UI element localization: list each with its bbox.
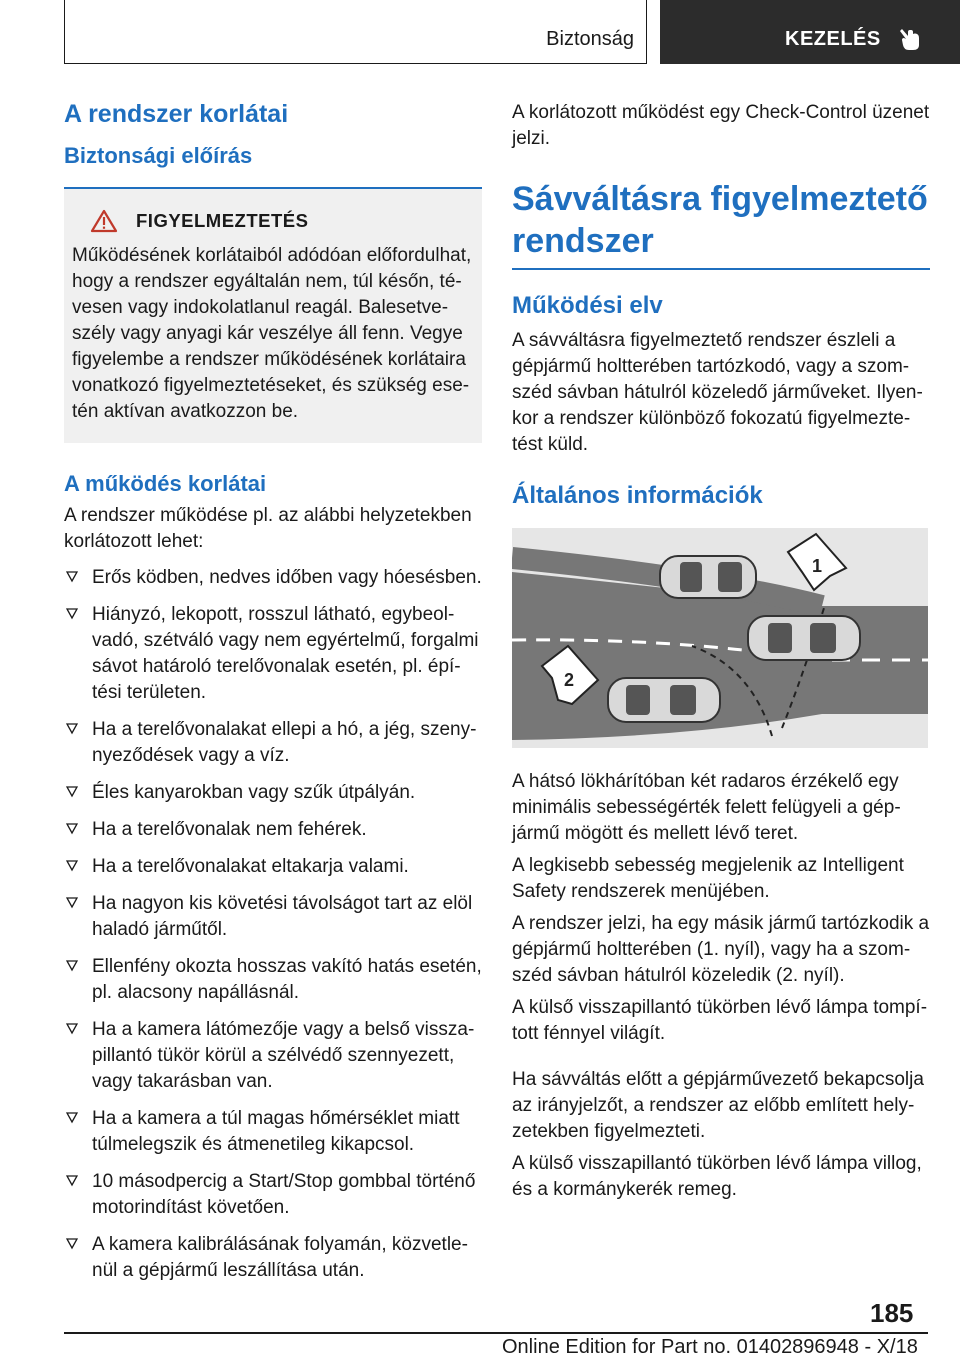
triangle-bullet-icon bbox=[66, 897, 78, 909]
footer-edition: Online Edition for Part no. 01402896948 - X/18 bbox=[502, 1336, 918, 1358]
list-item-text: Hiányzó, lekopott, rosszul látható, egybeolvadó, szétváló vagy nem egyértelmű, forgalmi sávot határoló terelővonalak esetén, pl. építési területen. bbox=[92, 604, 479, 703]
info-paragraph: A külső visszapillantó tükörben lévő lámpa villog, és a kormánykerék remeg. bbox=[512, 1153, 922, 1200]
triangle-bullet-icon bbox=[66, 1023, 78, 1035]
footer-rule bbox=[64, 1332, 928, 1334]
pointing-hand-icon bbox=[898, 26, 924, 52]
list-item bbox=[64, 817, 482, 843]
chapter-title: Sávváltásra figyelmeztető rendszer bbox=[512, 178, 930, 270]
section-heading: A rendszer korlátai bbox=[64, 100, 289, 128]
page-number: 185 bbox=[870, 1298, 914, 1328]
list-item bbox=[64, 717, 482, 769]
list-item-text: Ha a terelővonalak nem fehérek. bbox=[92, 819, 367, 840]
vehicle-top bbox=[660, 556, 756, 598]
list-item-text: Ha a terelővonalakat ellepi a hó, a jég, szenynyeződések vagy a víz. bbox=[92, 719, 477, 766]
left-column bbox=[64, 100, 482, 1295]
lane-change-diagram bbox=[512, 528, 928, 748]
triangle-bullet-icon bbox=[66, 823, 78, 835]
list-item bbox=[64, 954, 482, 1006]
list-item bbox=[64, 602, 482, 706]
list-item bbox=[64, 1232, 482, 1284]
limits-intro: A rendszer működése pl. az alábbi helyzetekben korlátozott lehet: bbox=[64, 505, 472, 552]
info-paragraph: A legkisebb sebesség megjelenik az Intelligent Safety rendszerek menüjében. bbox=[512, 855, 904, 902]
triangle-bullet-icon bbox=[66, 1175, 78, 1187]
header-chapter-label: KEZELÉS bbox=[785, 28, 881, 50]
arrow-1-label: 1 bbox=[812, 556, 823, 576]
list-item-text: Ha a terelővonalakat eltakarja valami. bbox=[92, 856, 409, 877]
info-paragraph: A külső visszapillantó tükörben lévő lámpa tompított fénnyel világít. bbox=[512, 997, 928, 1044]
list-item-text: Ha a kamera látómezője vagy a belső visszapillantó tükör körül a szélvédő szennyezett, vagy takarásban van. bbox=[92, 1019, 475, 1092]
list-item bbox=[64, 891, 482, 943]
general-info-heading: Általános információk bbox=[512, 482, 763, 509]
warning-title-text: FIGYELMEZTETÉS bbox=[136, 210, 309, 231]
info-paragraph: A hátsó lökhárítóban két radaros érzékelő egy minimális sebességérték felett felügyeli a gépjármű mögött és mellett lévő teret. bbox=[512, 771, 901, 844]
list-item bbox=[64, 1169, 482, 1221]
list-item bbox=[64, 565, 482, 591]
principle-text: A sávváltásra figyelmeztető rendszer észleli a gépjármű holtterében tartózkodó, vagy a szomszéd sávban hátulról közeledő járműveket. Ilyenkor a rendszer különböző fokozatú figyelmeztetést küld. bbox=[512, 330, 923, 455]
limits-heading: A működés korlátai bbox=[64, 471, 267, 496]
info-paragraph: A rendszer jelzi, ha egy másik jármű tartózkodik a gépjármű holtterében (1. nyíl), vagy ha a szomszéd sávban hátulról közeledik (2. nyíl). bbox=[512, 913, 930, 986]
list-item bbox=[64, 854, 482, 880]
warning-triangle-icon bbox=[90, 209, 118, 233]
triangle-bullet-icon bbox=[66, 608, 78, 620]
list-item-text: Ha nagyon kis követési távolságot tart az elöl haladó járműtől. bbox=[92, 893, 473, 940]
arrow-2-label: 2 bbox=[564, 670, 575, 690]
triangle-bullet-icon bbox=[66, 1112, 78, 1124]
vehicle-middle bbox=[748, 616, 860, 660]
triangle-bullet-icon bbox=[66, 1238, 78, 1250]
list-item-text: Ha a kamera a túl magas hőmérséklet miatt túlmelegszik és átmenetileg kikapcsol. bbox=[92, 1108, 460, 1155]
header-section-box bbox=[64, 0, 647, 64]
info-paragraph: Ha sávváltás előtt a gépjárművezető bekapcsolja az irányjelzőt, a rendszer az előbb említett helyzetekben figyelmezteti. bbox=[512, 1069, 924, 1142]
list-item bbox=[64, 780, 482, 806]
list-item-text: Ellenfény okozta hosszas vakító hatás esetén, pl. alacsony napállásnál. bbox=[92, 956, 482, 1003]
triangle-bullet-icon bbox=[66, 723, 78, 735]
list-item-text: Erős ködben, nedves időben vagy hóesésben. bbox=[92, 567, 482, 588]
list-item bbox=[64, 1017, 482, 1095]
triangle-bullet-icon bbox=[66, 571, 78, 583]
vehicle-bottom bbox=[608, 678, 720, 722]
triangle-bullet-icon bbox=[66, 786, 78, 798]
warning-box bbox=[64, 189, 482, 443]
list-item-text: 10 másodpercig a Start/Stop gombbal történő motorindítást követően. bbox=[92, 1171, 476, 1218]
warning-title bbox=[72, 209, 472, 233]
header-section-title: Biztonság bbox=[546, 28, 634, 50]
check-control-note: A korlátozott működést egy Check-Control üzenet jelzi. bbox=[512, 102, 930, 149]
list-item-text: A kamera kalibrálásának folyamán, közvetlenül a gépjármű leszállítása után. bbox=[92, 1234, 468, 1281]
triangle-bullet-icon bbox=[66, 860, 78, 872]
list-item-text: Éles kanyarokban vagy szűk útpályán. bbox=[92, 782, 416, 803]
principle-heading: Működési elv bbox=[512, 292, 663, 319]
header-chapter-tab bbox=[660, 0, 960, 64]
right-column bbox=[512, 100, 930, 1213]
list-item bbox=[64, 1106, 482, 1158]
limits-list bbox=[64, 565, 482, 1284]
warning-text: Működésének korlátaiból adódóan előfordulhat, hogy a rendszer egyáltalán nem, túl későn, tévesen vagy indokolatlanul reagál. Balesetveszély vagy anyagi kár veszélye áll fenn. Vegye figyelembe a rendszer működésének korlátaira vonatkozó figyelmeztetéseket, és szükség esetén aktívan avatkozzon be. bbox=[72, 245, 472, 422]
triangle-bullet-icon bbox=[66, 960, 78, 972]
safety-heading: Biztonsági előírás bbox=[64, 143, 253, 168]
